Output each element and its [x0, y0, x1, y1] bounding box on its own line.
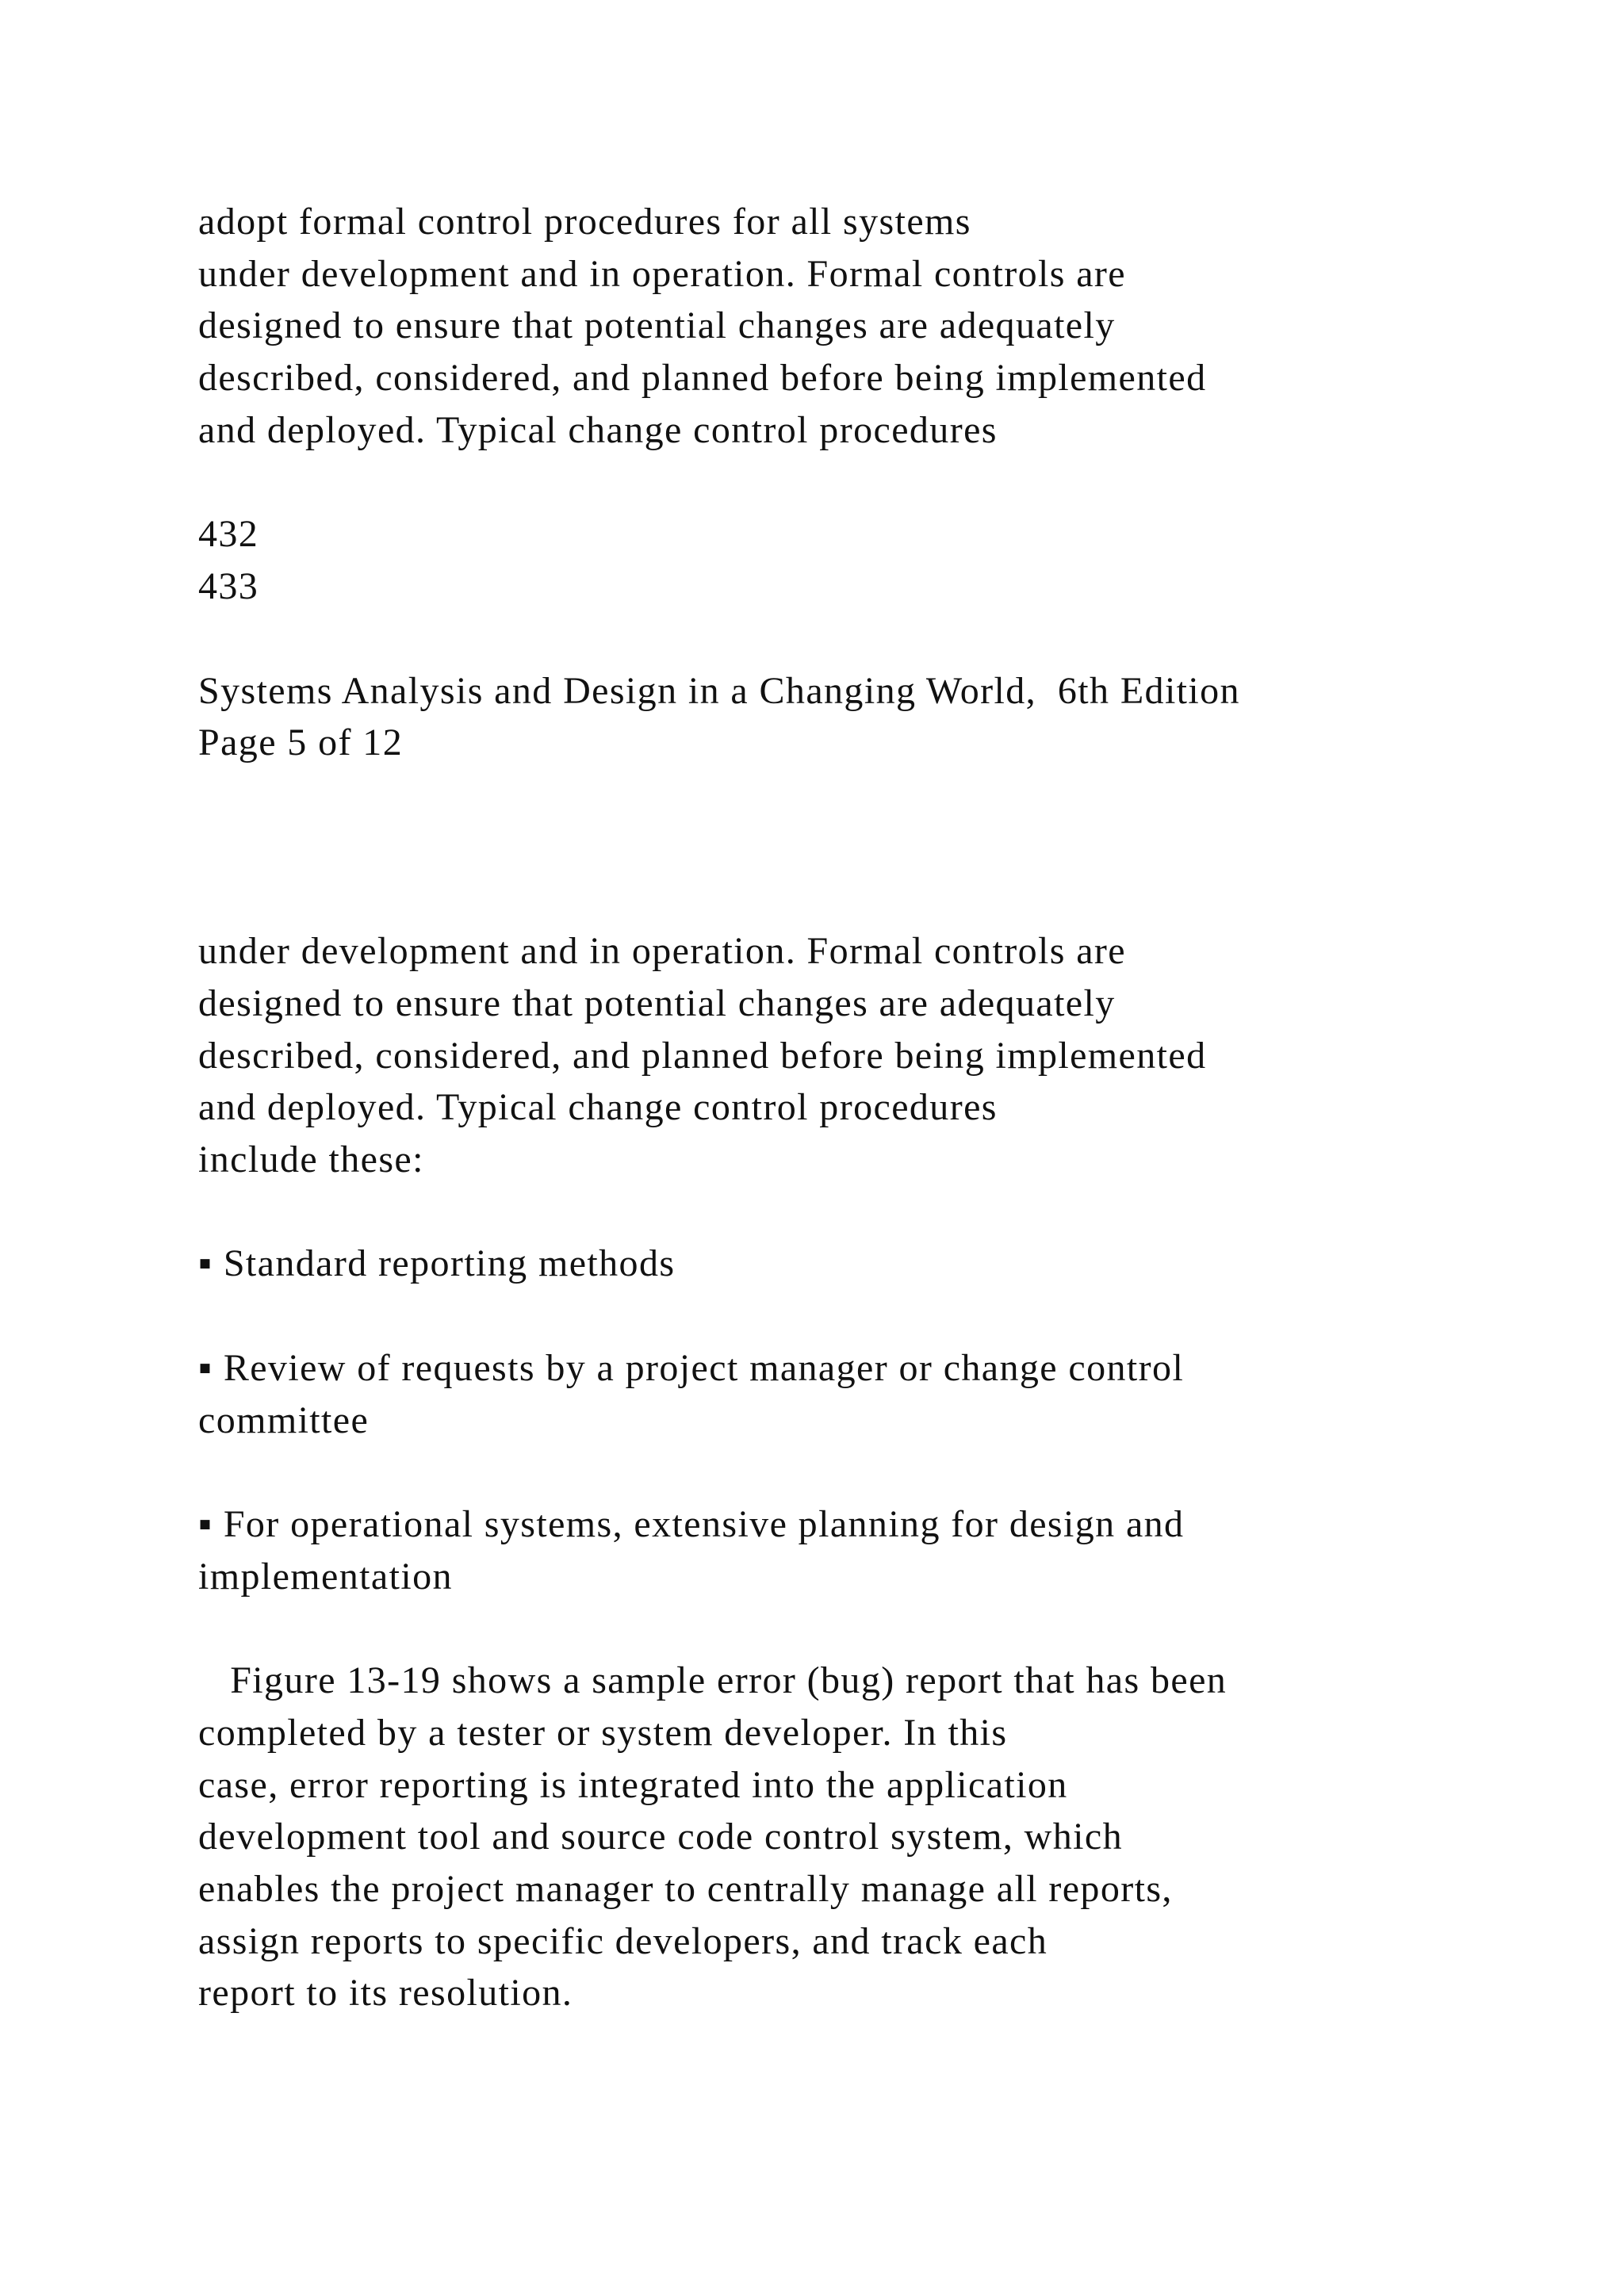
- paragraph-line: under development and in operation. Formal controls are: [198, 930, 1127, 972]
- paragraph-line: designed to ensure that potential changes are adequately: [198, 982, 1116, 1024]
- page-number: 432: [198, 513, 259, 555]
- paragraph-line: adopt formal control procedures for all systems: [198, 201, 971, 243]
- paragraph-line: under development and in operation. Formal controls are: [198, 253, 1127, 295]
- paragraph-line: Figure 13-19 shows a sample error (bug) report that has been: [198, 1659, 1228, 1701]
- paragraph-line: development tool and source code control system, which: [198, 1816, 1123, 1858]
- page-indicator: Page 5 of 12: [198, 721, 404, 763]
- paragraph-line: completed by a tester or system developer. In this: [198, 1712, 1008, 1754]
- book-title: Systems Analysis and Design in a Changing World, 6th Edition: [198, 670, 1240, 712]
- paragraph-line: report to its resolution.: [198, 1972, 573, 2014]
- page-number: 433: [198, 565, 259, 607]
- paragraph-line: case, error reporting is integrated into the application: [198, 1764, 1068, 1806]
- bullet-item-continuation: implementation: [198, 1556, 453, 1598]
- bullet-item: ▪ For operational systems, extensive planning for design and: [198, 1503, 1185, 1545]
- paragraph-line: described, considered, and planned before being implemented: [198, 1035, 1207, 1077]
- bullet-item: ▪ Standard reporting methods: [198, 1242, 676, 1284]
- paragraph-line: and deployed. Typical change control procedures: [198, 1086, 998, 1128]
- bullet-item-continuation: committee: [198, 1399, 370, 1441]
- paragraph-line: assign reports to specific developers, and track each: [198, 1920, 1048, 1962]
- paragraph-line: and deployed. Typical change control procedures: [198, 409, 998, 451]
- paragraph-line: designed to ensure that potential changes are adequately: [198, 304, 1116, 346]
- paragraph-line: described, considered, and planned before being implemented: [198, 357, 1207, 399]
- bullet-item: ▪ Review of requests by a project manager or change control: [198, 1347, 1185, 1389]
- paragraph-line: enables the project manager to centrally manage all reports,: [198, 1868, 1173, 1910]
- paragraph-line: include these:: [198, 1138, 424, 1181]
